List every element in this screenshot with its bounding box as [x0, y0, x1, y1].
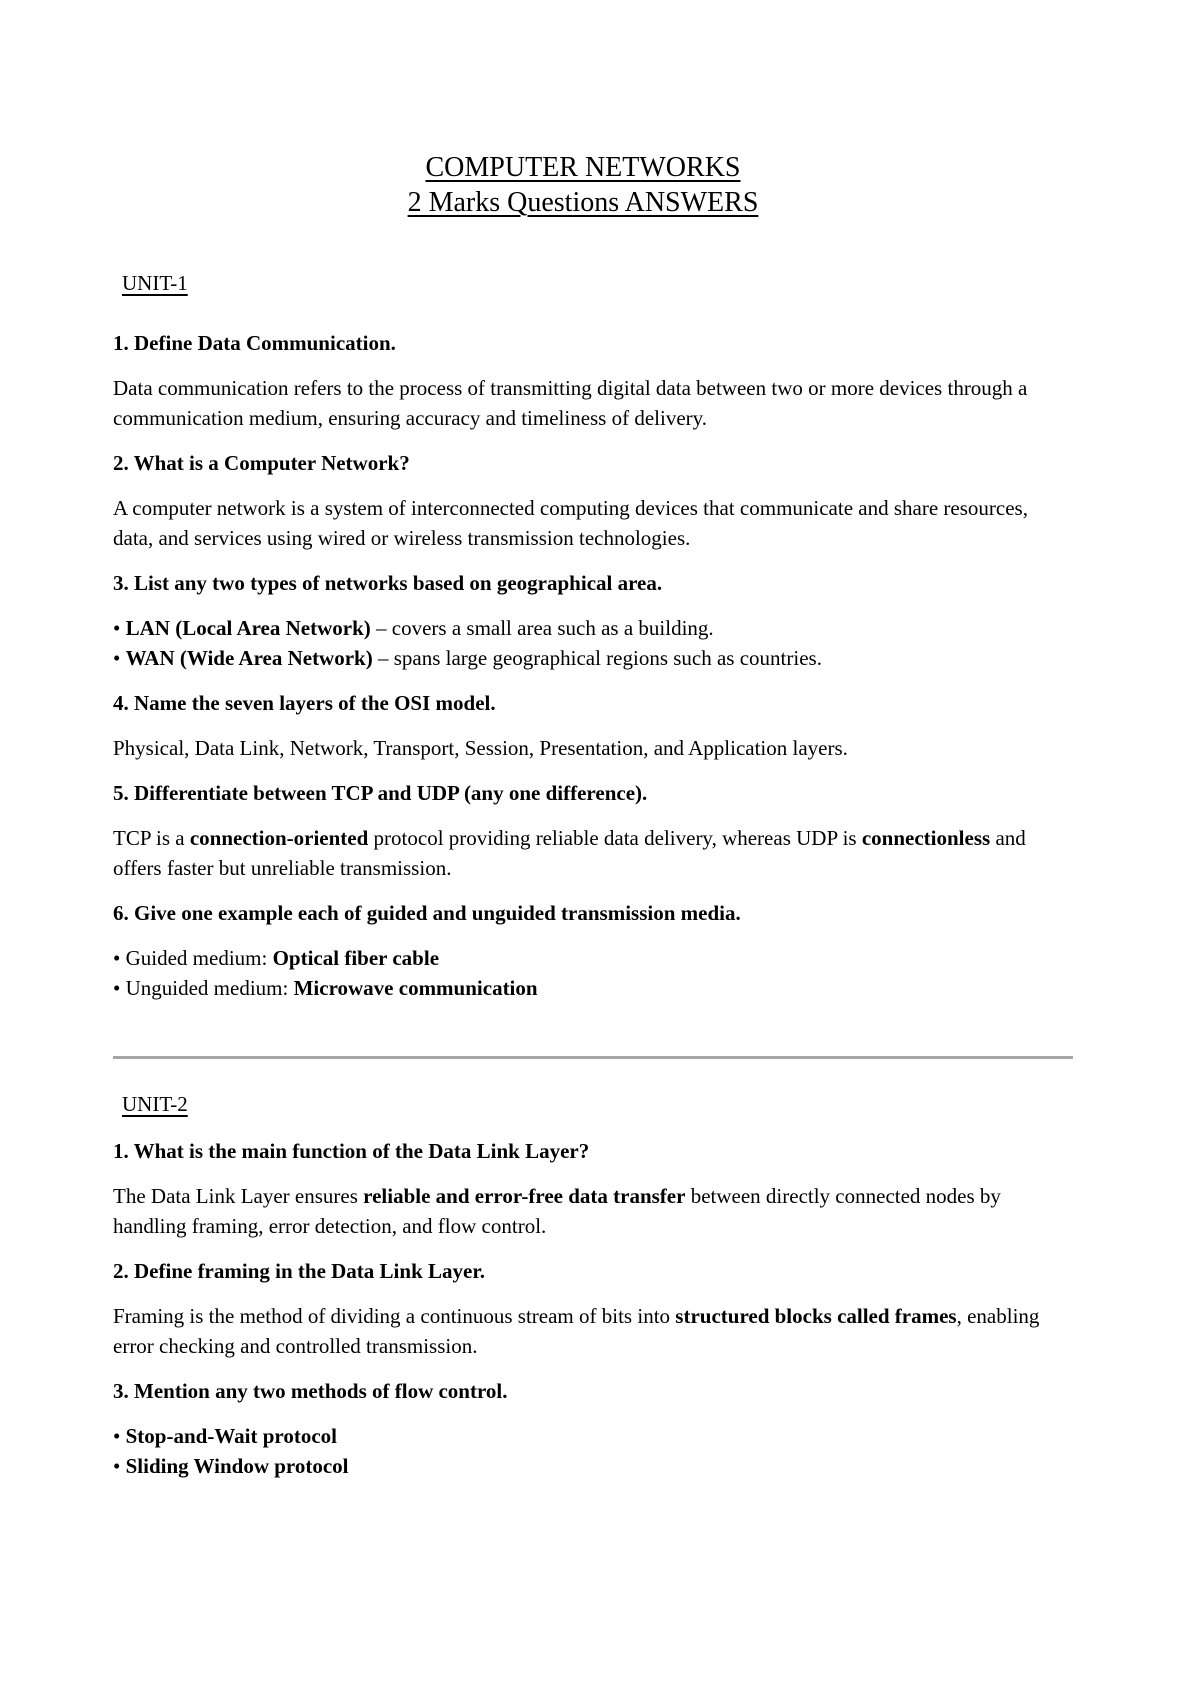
bullet-marker: •	[113, 946, 121, 970]
bullet-term: LAN (Local Area Network)	[125, 616, 371, 640]
bullet-item	[113, 643, 1073, 673]
unit1-question-4: 4. Name the seven layers of the OSI model.	[113, 691, 496, 715]
unit1-question-1: 1. Define Data Communication.	[113, 331, 396, 355]
unit1-question-3: 3. List any two types of networks based on geographical area.	[113, 571, 663, 595]
bullet-item	[113, 613, 1073, 643]
unit1-answer-6	[113, 943, 1073, 1003]
answer-emphasis: connectionless	[861, 826, 991, 850]
unit1-question-2: 2. What is a Computer Network?	[113, 451, 410, 475]
bullet-marker: •	[113, 1424, 121, 1448]
answer-text: and offers faster but unreliable transmission.	[113, 826, 1026, 880]
bullet-term: Sliding Window protocol	[125, 1454, 349, 1478]
bullet-item	[113, 943, 1073, 973]
answer-text: between directly connected nodes by handling framing, error detection, and flow control.	[113, 1184, 1001, 1238]
bullet-term: Stop-and-Wait protocol	[125, 1424, 337, 1448]
bullet-marker: •	[113, 1454, 121, 1478]
unit2-answer-1	[113, 1181, 1073, 1241]
unit-1-content	[113, 328, 1073, 1018]
answer-emphasis: connection-oriented	[189, 826, 369, 850]
bullet-label: Guided medium:	[125, 946, 273, 970]
bullet-marker: •	[113, 646, 121, 670]
section-divider	[113, 1056, 1073, 1059]
answer-text: TCP is a	[113, 826, 190, 850]
answer-emphasis: structured blocks called frames	[675, 1304, 957, 1328]
bullet-item	[113, 1421, 1073, 1451]
title-line-2: 2 Marks Questions ANSWERS	[407, 187, 759, 218]
unit-1-heading: UNIT-1	[122, 271, 188, 295]
unit2-question-3: 3. Mention any two methods of flow control.	[113, 1379, 508, 1403]
bullet-label: Unguided medium:	[125, 976, 294, 1000]
unit2-answer-3	[113, 1421, 1073, 1481]
unit1-answer-1: Data communication refers to the process of transmitting digital data between two or more devices through a communication medium, ensuring accuracy and timeliness of delivery.	[113, 376, 1028, 430]
bullet-marker: •	[113, 976, 121, 1000]
unit1-answer-2: A computer network is a system of interconnected computing devices that communicate and share resources, data, and services using wired or wireless transmission technologies.	[113, 496, 1028, 550]
unit2-answer-2	[113, 1301, 1073, 1361]
answer-text: The Data Link Layer ensures	[113, 1184, 364, 1208]
answer-text: Framing is the method of dividing a continuous stream of bits into	[113, 1304, 676, 1328]
unit2-question-1: 1. What is the main function of the Data Link Layer?	[113, 1139, 590, 1163]
unit-2-content	[113, 1136, 1073, 1496]
document-title	[0, 150, 1166, 220]
unit1-question-5: 5. Differentiate between TCP and UDP (any one difference).	[113, 781, 648, 805]
bullet-text: – spans large geographical regions such as countries.	[372, 646, 822, 670]
answer-text: protocol providing reliable data delivery, whereas UDP is	[368, 826, 862, 850]
bullet-term: WAN (Wide Area Network)	[125, 646, 373, 670]
unit2-question-2: 2. Define framing in the Data Link Layer.	[113, 1259, 485, 1283]
bullet-term: Microwave communication	[293, 976, 538, 1000]
title-line-1: COMPUTER NETWORKS	[425, 152, 741, 183]
bullet-item	[113, 1451, 1073, 1481]
unit-2-heading: UNIT-2	[122, 1092, 188, 1116]
answer-text: , enabling error checking and controlled transmission.	[113, 1304, 1040, 1358]
bullet-term: Optical fiber cable	[272, 946, 440, 970]
unit1-question-6: 6. Give one example each of guided and unguided transmission media.	[113, 901, 741, 925]
answer-emphasis: reliable and error-free data transfer	[363, 1184, 686, 1208]
unit1-answer-3	[113, 613, 1073, 673]
unit1-answer-4: Physical, Data Link, Network, Transport, Session, Presentation, and Application layers.	[113, 736, 848, 760]
bullet-text: – covers a small area such as a building.	[370, 616, 714, 640]
bullet-marker: •	[113, 616, 121, 640]
bullet-item	[113, 973, 1073, 1003]
unit1-answer-5	[113, 823, 1073, 883]
